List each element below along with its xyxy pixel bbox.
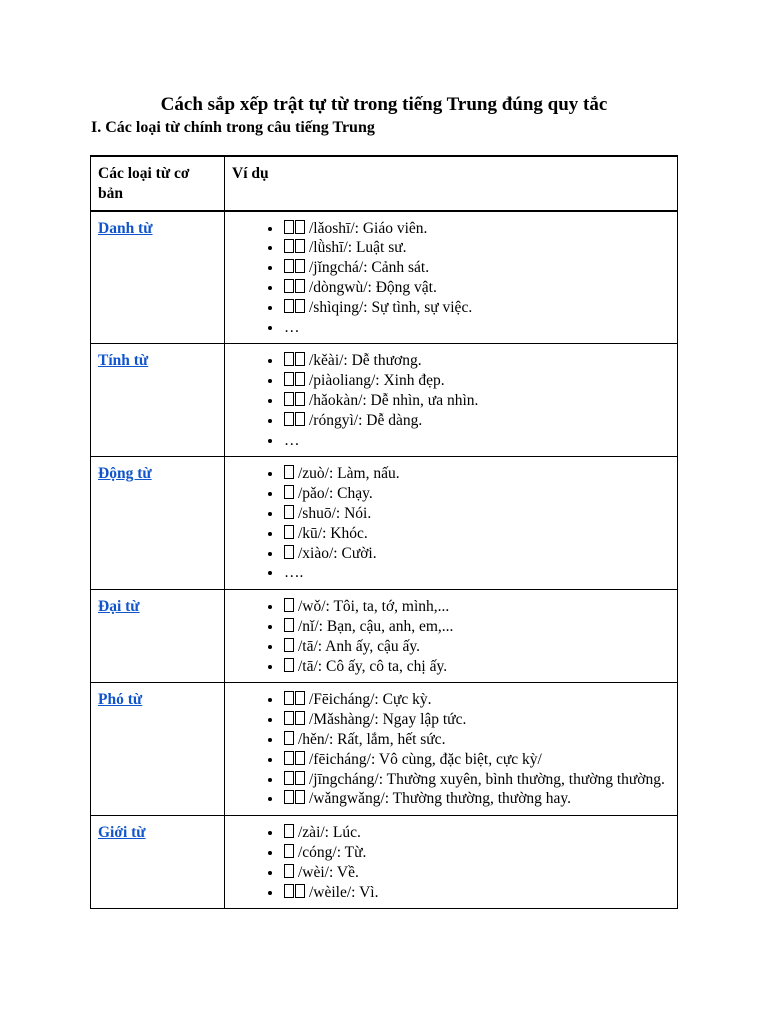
missing-glyph-icon: [284, 525, 294, 539]
missing-glyph-icon: [295, 259, 305, 273]
missing-glyph-icon: [295, 279, 305, 293]
missing-glyph-icon: [284, 771, 294, 785]
example-text: /shìqing/: Sự tình, sự việc.: [309, 298, 473, 316]
example-text: /wèi/: Về.: [298, 863, 359, 881]
word-type-link[interactable]: Động từ: [98, 465, 152, 483]
example-item: [283, 484, 670, 504]
example-list: [232, 823, 670, 902]
examples-cell: [225, 590, 678, 683]
missing-glyph-icon: [284, 731, 294, 745]
missing-glyph-icon: [284, 279, 294, 293]
example-item: [283, 351, 670, 371]
missing-glyph-icon: [284, 691, 294, 705]
example-list: [232, 351, 670, 450]
example-item: [283, 730, 670, 750]
chinese-characters: [284, 299, 306, 316]
table-header-row: [91, 156, 678, 211]
example-text: /wǎngwǎng/: Thường thường, thường hay.: [309, 790, 572, 808]
example-list: [232, 690, 670, 809]
example-text: /pǎo/: Chạy.: [298, 485, 373, 503]
missing-glyph-icon: [295, 239, 305, 253]
example-text: /wèile/: Vì.: [309, 883, 379, 901]
example-item: [283, 544, 670, 564]
example-text: /xiào/: Cười.: [298, 544, 377, 562]
missing-glyph-icon: [284, 239, 294, 253]
chinese-characters: [284, 691, 306, 708]
table-row: [91, 344, 678, 457]
missing-glyph-icon: [295, 412, 305, 426]
examples-cell: [225, 344, 678, 457]
missing-glyph-icon: [284, 844, 294, 858]
example-item: [283, 597, 670, 617]
word-type-cell: [91, 211, 225, 344]
example-text: ….: [284, 564, 304, 582]
chinese-characters: [284, 220, 306, 237]
table-body: [91, 156, 678, 909]
example-text: /cóng/: Từ.: [298, 843, 367, 861]
example-text: /hěn/: Rất, lắm, hết sức.: [298, 730, 446, 748]
word-types-table: [90, 155, 678, 909]
chinese-characters: [284, 638, 295, 655]
example-text: /hǎokàn/: Dễ nhìn, ưa nhìn.: [309, 391, 479, 409]
example-item: [283, 617, 670, 637]
chinese-characters: [284, 372, 306, 389]
chinese-characters: [284, 525, 295, 542]
table-row: [91, 457, 678, 590]
example-text: /Mǎshàng/: Ngay lập tức.: [309, 711, 467, 729]
example-item: [283, 770, 670, 790]
example-item: [283, 238, 670, 258]
chinese-characters: [284, 259, 306, 276]
chinese-characters: [284, 824, 295, 841]
example-text: /jǐngchá/: Cảnh sát.: [309, 259, 430, 277]
missing-glyph-icon: [295, 299, 305, 313]
missing-glyph-icon: [284, 824, 294, 838]
missing-glyph-icon: [295, 751, 305, 765]
missing-glyph-icon: [284, 485, 294, 499]
example-item: [283, 524, 670, 544]
example-text: /jīngcháng/: Thường xuyên, bình thường, thường thường.: [309, 770, 665, 788]
example-text: …: [284, 318, 300, 336]
missing-glyph-icon: [295, 790, 305, 804]
missing-glyph-icon: [284, 790, 294, 804]
missing-glyph-icon: [284, 618, 294, 632]
chinese-characters: [284, 844, 295, 861]
example-item: [283, 690, 670, 710]
example-item: [283, 657, 670, 677]
page-title: Cách sắp xếp trật tự từ trong tiếng Trung đúng quy tắc: [160, 94, 608, 115]
example-text: …: [284, 431, 300, 449]
column-header-example: Ví dụ: [225, 156, 678, 211]
missing-glyph-icon: [284, 220, 294, 234]
example-list: [232, 464, 670, 583]
example-text: /shuō/: Nói.: [298, 504, 372, 522]
example-item: [283, 710, 670, 730]
word-type-link[interactable]: Tính từ: [98, 352, 149, 370]
missing-glyph-icon: [284, 751, 294, 765]
chinese-characters: [284, 392, 306, 409]
chinese-characters: [284, 751, 306, 768]
missing-glyph-icon: [295, 352, 305, 366]
word-type-link[interactable]: Đại từ: [98, 598, 140, 616]
missing-glyph-icon: [284, 638, 294, 652]
chinese-characters: [284, 711, 306, 728]
examples-cell: [225, 211, 678, 344]
word-type-link[interactable]: Danh từ: [98, 219, 153, 237]
example-item: [283, 411, 670, 431]
example-text: /zuò/: Làm, nấu.: [298, 465, 400, 483]
chinese-characters: [284, 864, 295, 881]
chinese-characters: [284, 239, 306, 256]
chinese-characters: [284, 485, 295, 502]
example-item: [283, 258, 670, 278]
missing-glyph-icon: [284, 864, 294, 878]
chinese-characters: [284, 731, 295, 748]
example-text: /piàoliang/: Xinh đẹp.: [309, 372, 445, 390]
word-type-cell: [91, 816, 225, 909]
missing-glyph-icon: [284, 352, 294, 366]
example-text: /róngyì/: Dễ dàng.: [309, 411, 423, 429]
chinese-characters: [284, 790, 306, 807]
example-item: [283, 504, 670, 524]
chinese-characters: [284, 771, 306, 788]
word-type-cell: [91, 683, 225, 816]
example-text: /fēicháng/: Vô cùng, đặc biệt, cực kỳ/: [309, 750, 542, 768]
example-text: /nǐ/: Bạn, cậu, anh, em,...: [298, 617, 454, 635]
chinese-characters: [284, 598, 295, 615]
example-item: [283, 298, 670, 318]
missing-glyph-icon: [284, 299, 294, 313]
example-item: [283, 750, 670, 770]
example-item: [283, 278, 670, 298]
example-item: [283, 371, 670, 391]
example-item: [283, 391, 670, 411]
missing-glyph-icon: [284, 545, 294, 559]
missing-glyph-icon: [295, 392, 305, 406]
chinese-characters: [284, 412, 306, 429]
missing-glyph-icon: [295, 884, 305, 898]
example-item: [283, 219, 670, 239]
word-type-link[interactable]: Phó từ: [98, 691, 143, 709]
example-item: [283, 431, 670, 451]
examples-cell: [225, 816, 678, 909]
table-row: [91, 590, 678, 683]
table-row: [91, 816, 678, 909]
table-row: [91, 211, 678, 344]
table-row: [91, 683, 678, 816]
chinese-characters: [284, 618, 295, 635]
example-list: [232, 219, 670, 338]
missing-glyph-icon: [295, 691, 305, 705]
missing-glyph-icon: [284, 392, 294, 406]
chinese-characters: [284, 352, 306, 369]
missing-glyph-icon: [284, 412, 294, 426]
missing-glyph-icon: [295, 220, 305, 234]
missing-glyph-icon: [284, 711, 294, 725]
example-text: /dòngwù/: Động vật.: [309, 278, 437, 296]
example-item: [283, 883, 670, 903]
chinese-characters: [284, 465, 295, 482]
word-type-cell: [91, 590, 225, 683]
word-type-cell: [91, 344, 225, 457]
word-type-link[interactable]: Giới từ: [98, 824, 146, 842]
chinese-characters: [284, 279, 306, 296]
example-item: [283, 637, 670, 657]
word-type-cell: [91, 457, 225, 590]
example-text: /zài/: Lúc.: [298, 824, 361, 842]
chinese-characters: [284, 505, 295, 522]
example-text: /lǎoshī/: Giáo viên.: [309, 219, 428, 237]
example-text: /wǒ/: Tôi, ta, tớ, mình,...: [298, 598, 450, 616]
missing-glyph-icon: [284, 884, 294, 898]
example-item: [283, 464, 670, 484]
example-list: [232, 597, 670, 676]
chinese-characters: [284, 545, 295, 562]
example-item: [283, 789, 670, 809]
example-text: /tā/: Cô ấy, cô ta, chị ấy.: [298, 657, 448, 675]
missing-glyph-icon: [284, 658, 294, 672]
example-item: [283, 318, 670, 338]
example-text: /Fēicháng/: Cực kỳ.: [309, 691, 432, 709]
example-item: [283, 823, 670, 843]
example-text: /tā/: Anh ấy, cậu ấy.: [298, 637, 420, 655]
example-text: /kěài/: Dễ thương.: [309, 352, 422, 370]
missing-glyph-icon: [284, 465, 294, 479]
examples-cell: [225, 683, 678, 816]
example-text: /lǜshī/: Luật sư.: [309, 239, 407, 257]
chinese-characters: [284, 658, 295, 675]
missing-glyph-icon: [295, 711, 305, 725]
missing-glyph-icon: [284, 598, 294, 612]
missing-glyph-icon: [284, 259, 294, 273]
examples-cell: [225, 457, 678, 590]
missing-glyph-icon: [284, 505, 294, 519]
chinese-characters: [284, 884, 306, 901]
missing-glyph-icon: [284, 372, 294, 386]
example-item: [283, 843, 670, 863]
example-item: [283, 563, 670, 583]
column-header-type: Các loại từ cơ bản: [91, 156, 225, 211]
missing-glyph-icon: [295, 372, 305, 386]
section-heading: I. Các loại từ chính trong câu tiếng Trung: [91, 119, 375, 136]
example-text: /kū/: Khóc.: [298, 524, 368, 542]
example-item: [283, 863, 670, 883]
missing-glyph-icon: [295, 771, 305, 785]
